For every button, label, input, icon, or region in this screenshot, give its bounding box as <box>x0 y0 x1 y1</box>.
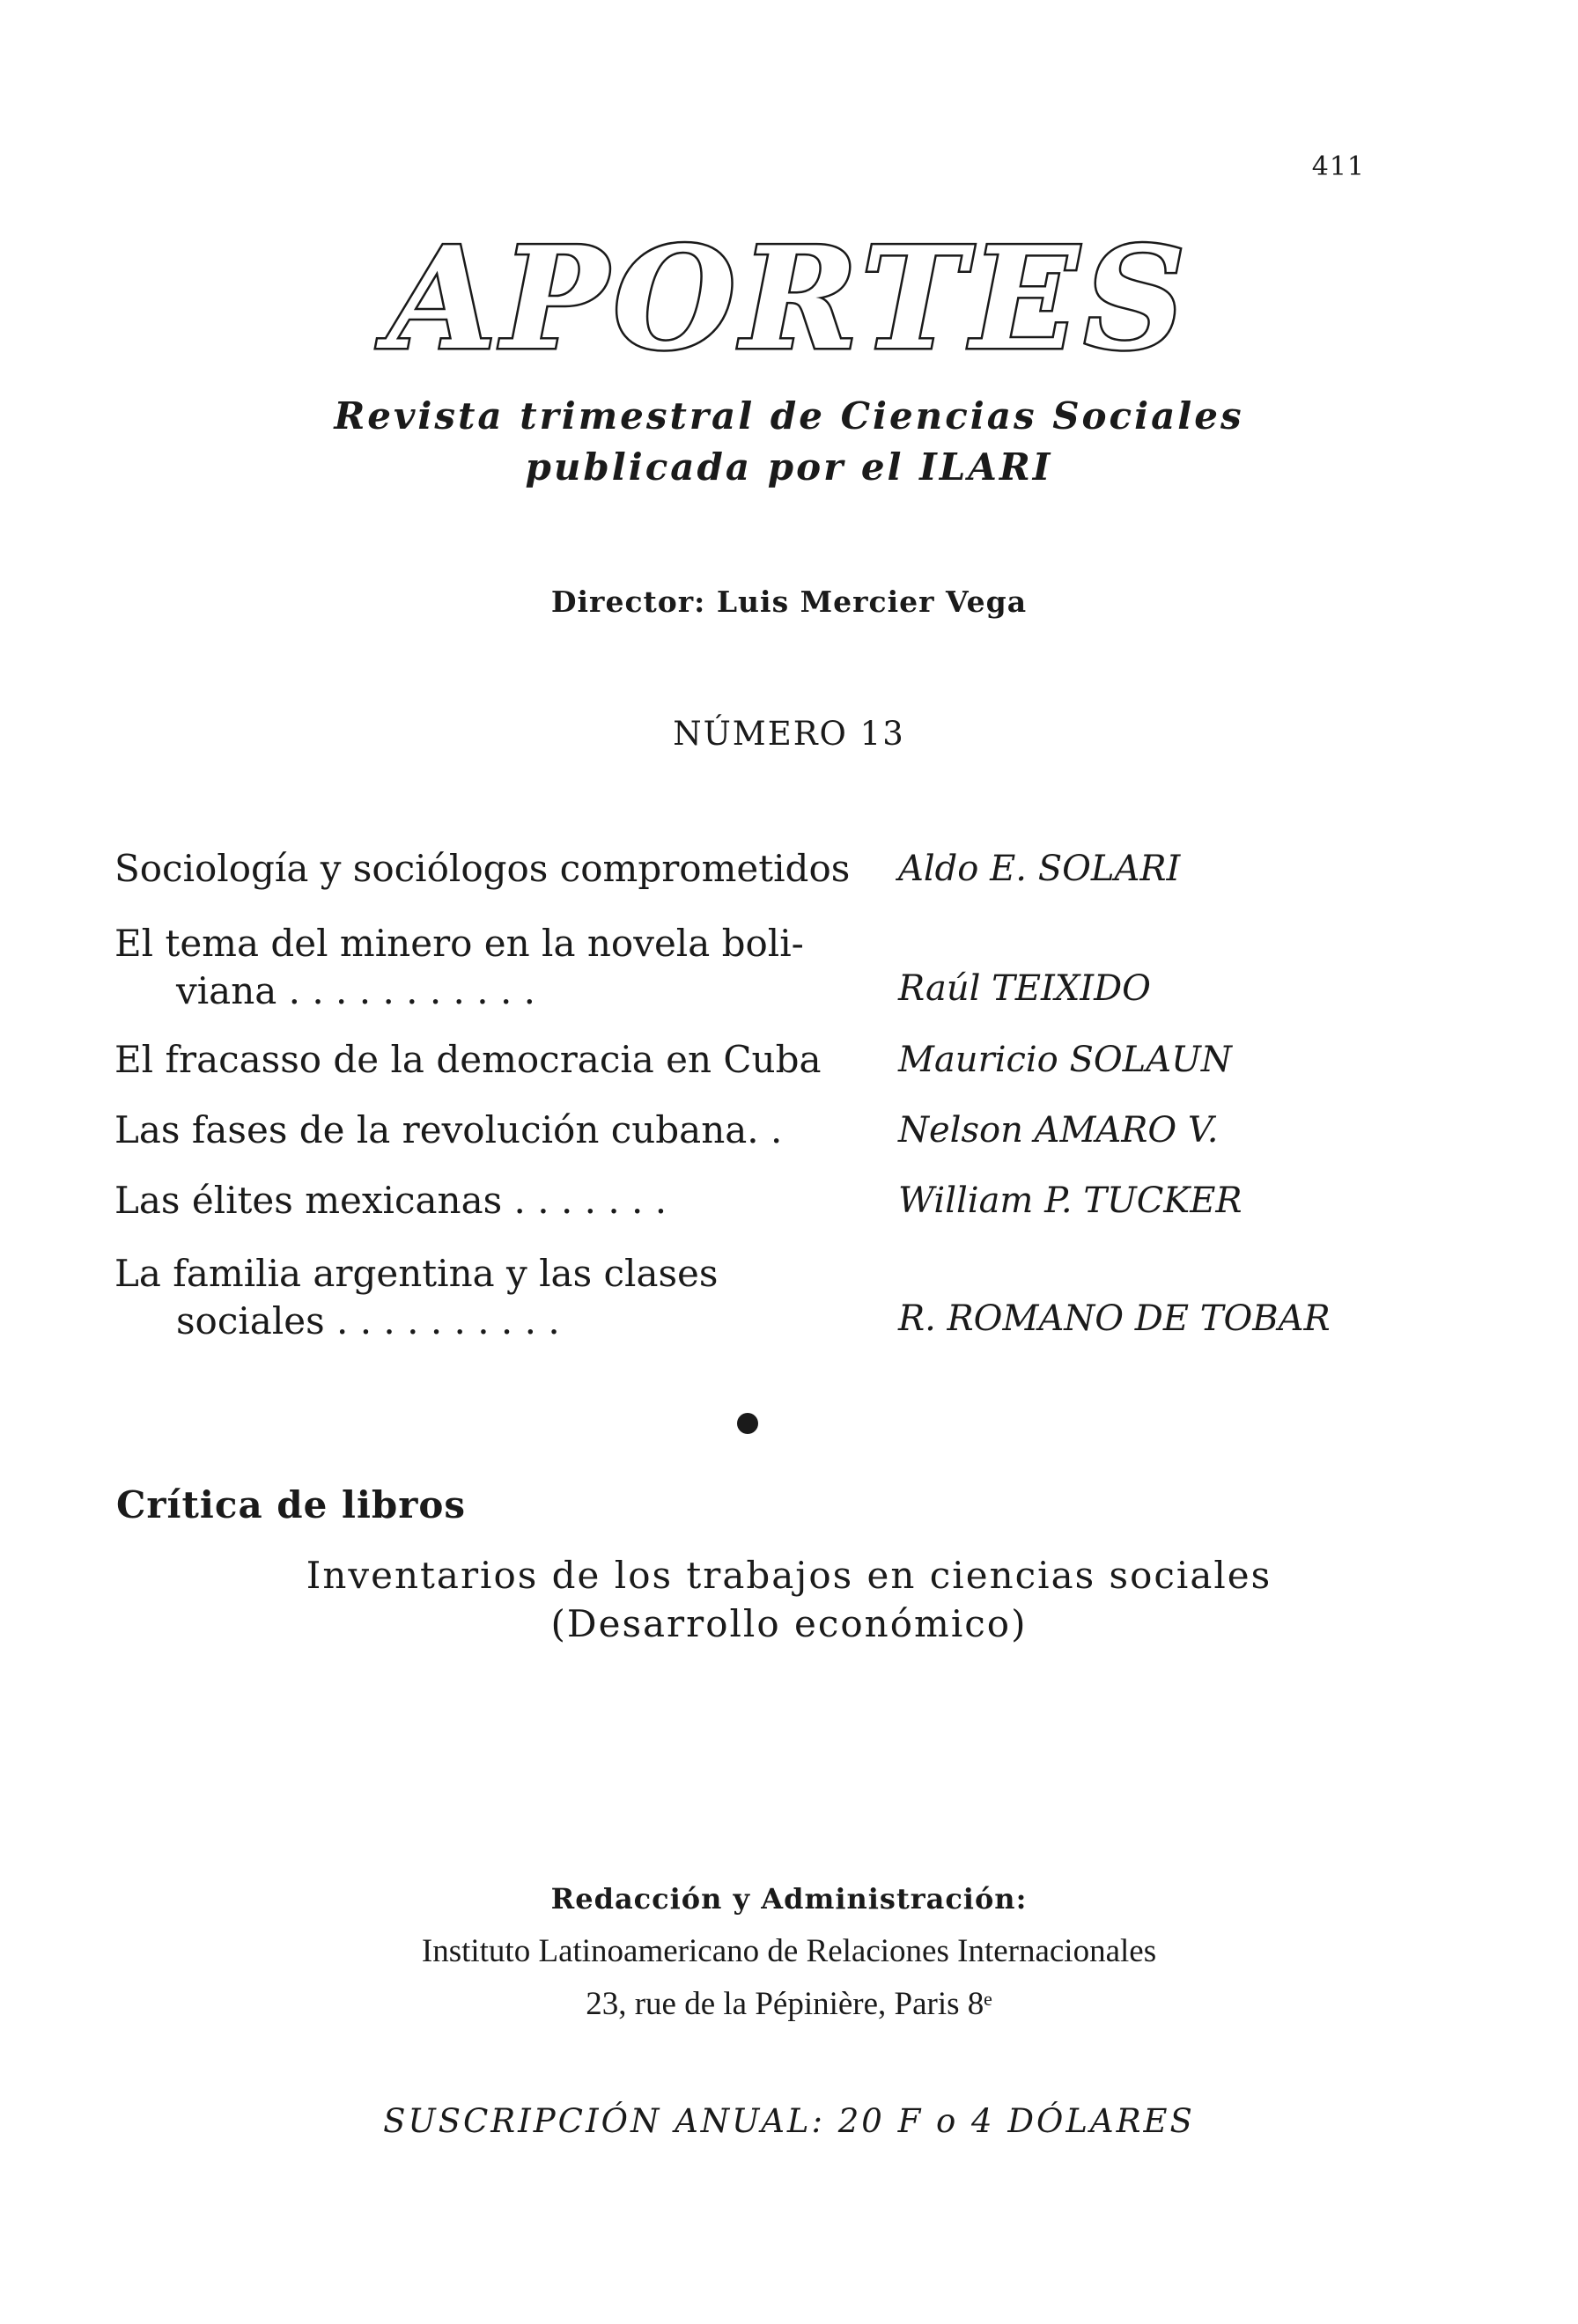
toc-entry-author: William P. TUCKER <box>898 1180 1242 1221</box>
toc-entry-title: Las fases de la revolución cubana. . <box>114 1108 783 1151</box>
administration-institute: Instituto Latinoamericano de Relaciones Internacionales <box>421 1933 1157 1969</box>
masthead-title: APORTES <box>387 216 1191 381</box>
director-line: Director: Luis Mercier Vega <box>550 585 1028 619</box>
page-number: 411 <box>1311 151 1365 182</box>
section-divider-bullet <box>737 1413 758 1434</box>
toc-entry-author: Nelson AMARO V. <box>898 1110 1219 1151</box>
masthead-subtitle-line2: publicada por el ILARI <box>525 445 1053 489</box>
masthead-subtitle-line1: Revista trimestral de Ciencias Sociales <box>334 394 1244 438</box>
issue-number: NÚMERO 13 <box>673 715 905 753</box>
toc-entry-author: R. ROMANO DE TOBAR <box>898 1298 1331 1339</box>
toc-entry-title: La familia argentina y las clases sociales . . . . . . . . . . <box>114 1252 719 1342</box>
toc-entry-author: Raúl TEIXIDO <box>898 968 1151 1009</box>
toc-entry-title: Las élites mexicanas . . . . . . . <box>114 1179 667 1222</box>
masthead-logo <box>0 216 1578 381</box>
reviews-line1: Inventarios de los trabajos en ciencias sociales <box>306 1554 1272 1597</box>
administration-label: Redacción y Administración: <box>550 1882 1028 1916</box>
reviews-heading: Crítica de libros <box>116 1483 467 1526</box>
toc-entry-author: Aldo E. SOLARI <box>898 849 1181 889</box>
toc-entry-title: El fracasso de la democracia en Cuba <box>114 1038 822 1081</box>
toc-entry-title: Sociología y sociólogos comprometidos <box>114 847 851 890</box>
subscription-line: SUSCRIPCIÓN ANUAL: 20 F o 4 DÓLARES <box>383 2102 1195 2140</box>
toc-entry-title: El tema del minero en la novela boli- viana . . . . . . . . . . . <box>114 922 804 1012</box>
aportes-logo <box>387 216 1191 381</box>
toc-entry-author: Mauricio SOLAUN <box>898 1040 1232 1080</box>
reviews-line2: (Desarrollo económico) <box>550 1602 1028 1645</box>
administration-address: 23, rue de la Pépinière, Paris 8ᵉ <box>586 1986 992 2022</box>
